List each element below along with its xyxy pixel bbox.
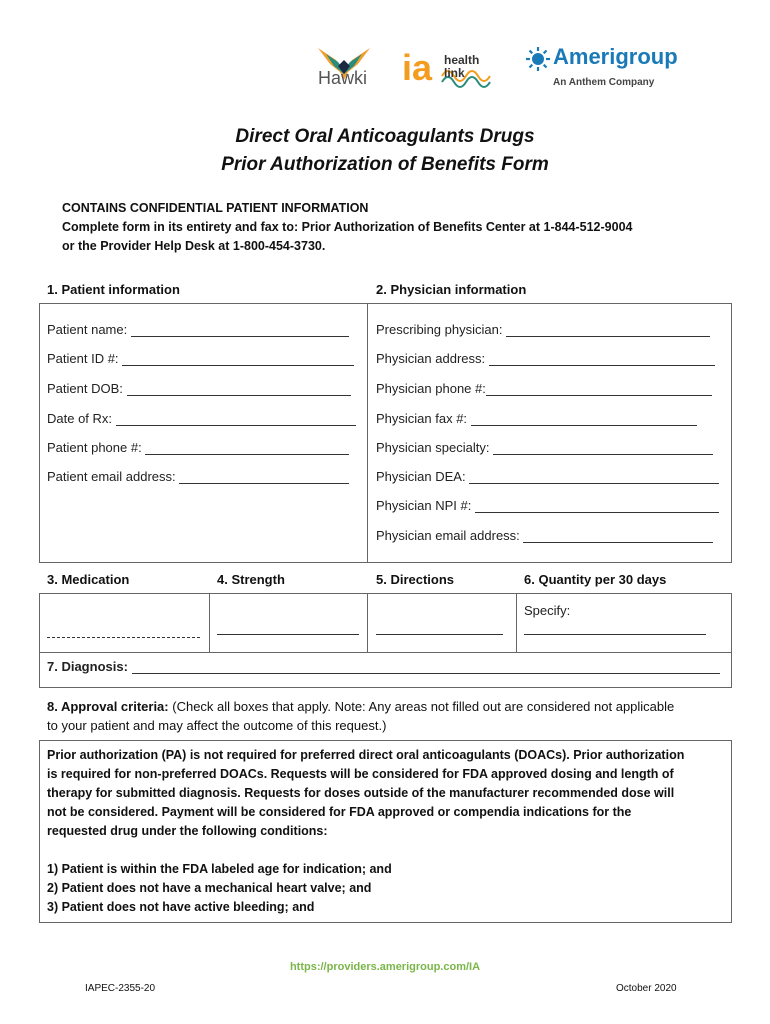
- form-title-line2: Prior Authorization of Benefits Form: [221, 154, 549, 175]
- physician-specialty-label: Physician specialty:: [376, 440, 490, 455]
- hawki-logo-text: Hawki: [318, 68, 368, 88]
- directions-header: 5. Directions: [376, 572, 455, 587]
- criteria-item: 3) Patient does not have active bleeding; and: [47, 900, 315, 914]
- medication-input[interactable]: [47, 637, 200, 638]
- quantity-header: 6. Quantity per 30 days: [524, 572, 667, 587]
- physician-npi-label: Physician NPI #:: [376, 498, 472, 513]
- prescribing-physician-field[interactable]: [376, 322, 710, 337]
- patient-phone-field[interactable]: [47, 440, 349, 455]
- directions-input[interactable]: [376, 634, 503, 635]
- physician-npi-field[interactable]: [376, 498, 719, 513]
- criteria-line: is required for non-preferred DOACs. Requests will be considered for FDA approved dosing and length of: [47, 767, 674, 781]
- strength-header: 4. Strength: [217, 572, 285, 587]
- specify-label: Specify:: [524, 603, 571, 618]
- patient-email-field[interactable]: [47, 469, 349, 484]
- physician-address-label: Physician address:: [376, 351, 486, 366]
- patient-physician-divider: [367, 303, 368, 563]
- physician-dea-label: Physician DEA:: [376, 469, 466, 484]
- physician-phone-label: Physician phone #:: [376, 381, 486, 396]
- criteria-line: not be considered. Payment will be considered for FDA approved or compendia indications for the: [47, 805, 632, 819]
- col-divider-1: [209, 593, 210, 652]
- notice-line1: CONTAINS CONFIDENTIAL PATIENT INFORMATION: [62, 201, 369, 215]
- approval-criteria-text: (Check all boxes that apply. Note: Any areas not filled out are considered not applicable: [172, 699, 675, 714]
- amerigroup-sun-logo-icon: [525, 46, 551, 72]
- amerigroup-logo-subtext: An Anthem Company: [553, 77, 655, 88]
- patient-name-field[interactable]: [47, 322, 349, 337]
- criteria-line: therapy for submitted diagnosis. Requests for doses outside of the manufacturer recommended dose will: [47, 786, 675, 800]
- physician-email-field[interactable]: [376, 528, 713, 543]
- criteria-line: requested drug under the following conditions:: [47, 824, 328, 838]
- physician-dea-field[interactable]: [376, 469, 719, 484]
- approval-criteria-label: 8. Approval criteria:: [47, 699, 169, 714]
- patient-id-field[interactable]: [47, 351, 354, 366]
- criteria-text: [47, 746, 727, 917]
- section-patient-info-label: 1. Patient information: [47, 282, 180, 297]
- footer-form-id: IAPEC-2355-20: [85, 983, 156, 994]
- physician-fax-label: Physician fax #:: [376, 411, 468, 426]
- diagnosis-label: 7. Diagnosis:: [47, 659, 128, 674]
- notice-line2: Complete form in its entirety and fax to: Prior Authorization of Benefits Center at 1-844-512-9004: [62, 220, 633, 234]
- prescribing-physician-label: Prescribing physician:: [376, 322, 503, 337]
- date-of-rx-field[interactable]: [47, 411, 356, 426]
- physician-fax-field[interactable]: [376, 411, 697, 426]
- physician-address-field[interactable]: [376, 351, 715, 366]
- criteria-line: Prior authorization (PA) is not required for preferred direct oral anticoagulants (DOACs). Prior authorization: [47, 748, 685, 762]
- approval-criteria-intro: [47, 697, 737, 735]
- strength-input[interactable]: [217, 634, 359, 635]
- criteria-item: 2) Patient does not have a mechanical heart valve; and: [47, 881, 372, 895]
- footer-url-link[interactable]: https://providers.amerigroup.com/IA: [289, 961, 481, 973]
- medication-row-divider: [39, 652, 732, 653]
- confidential-notice: [62, 199, 632, 256]
- section-physician-info-label: 2. Physician information: [376, 282, 527, 297]
- date-of-rx-label: Date of Rx:: [47, 411, 113, 426]
- physician-phone-field[interactable]: [376, 381, 712, 396]
- patient-name-label: Patient name:: [47, 322, 128, 337]
- patient-dob-label: Patient DOB:: [47, 381, 123, 396]
- patient-phone-label: Patient phone #:: [47, 440, 142, 455]
- patient-physician-box: [39, 303, 732, 563]
- col-divider-3: [516, 593, 517, 652]
- patient-id-label: Patient ID #:: [47, 351, 119, 366]
- patient-dob-field[interactable]: [47, 381, 351, 396]
- col-divider-2: [367, 593, 368, 652]
- criteria-item: 1) Patient is within the FDA labeled age for indication; and: [47, 862, 392, 876]
- form-title-line1: Direct Oral Anticoagulants Drugs: [235, 126, 535, 147]
- physician-specialty-field[interactable]: [376, 440, 713, 455]
- quantity-input[interactable]: [524, 634, 706, 635]
- diagnosis-field[interactable]: [47, 659, 720, 674]
- footer-date: October 2020: [616, 983, 677, 994]
- svg-text:ia: ia: [402, 47, 433, 88]
- ia-health-link-logo-text: health link: [444, 53, 480, 80]
- amerigroup-logo-text: Amerigroup: [553, 44, 678, 69]
- approval-criteria-text2: to your patient and may affect the outcome of this request.): [47, 718, 387, 733]
- physician-email-label: Physician email address:: [376, 528, 520, 543]
- medication-header: 3. Medication: [47, 572, 130, 587]
- notice-line3: or the Provider Help Desk at 1-800-454-3730.: [62, 239, 326, 253]
- patient-email-label: Patient email address:: [47, 469, 176, 484]
